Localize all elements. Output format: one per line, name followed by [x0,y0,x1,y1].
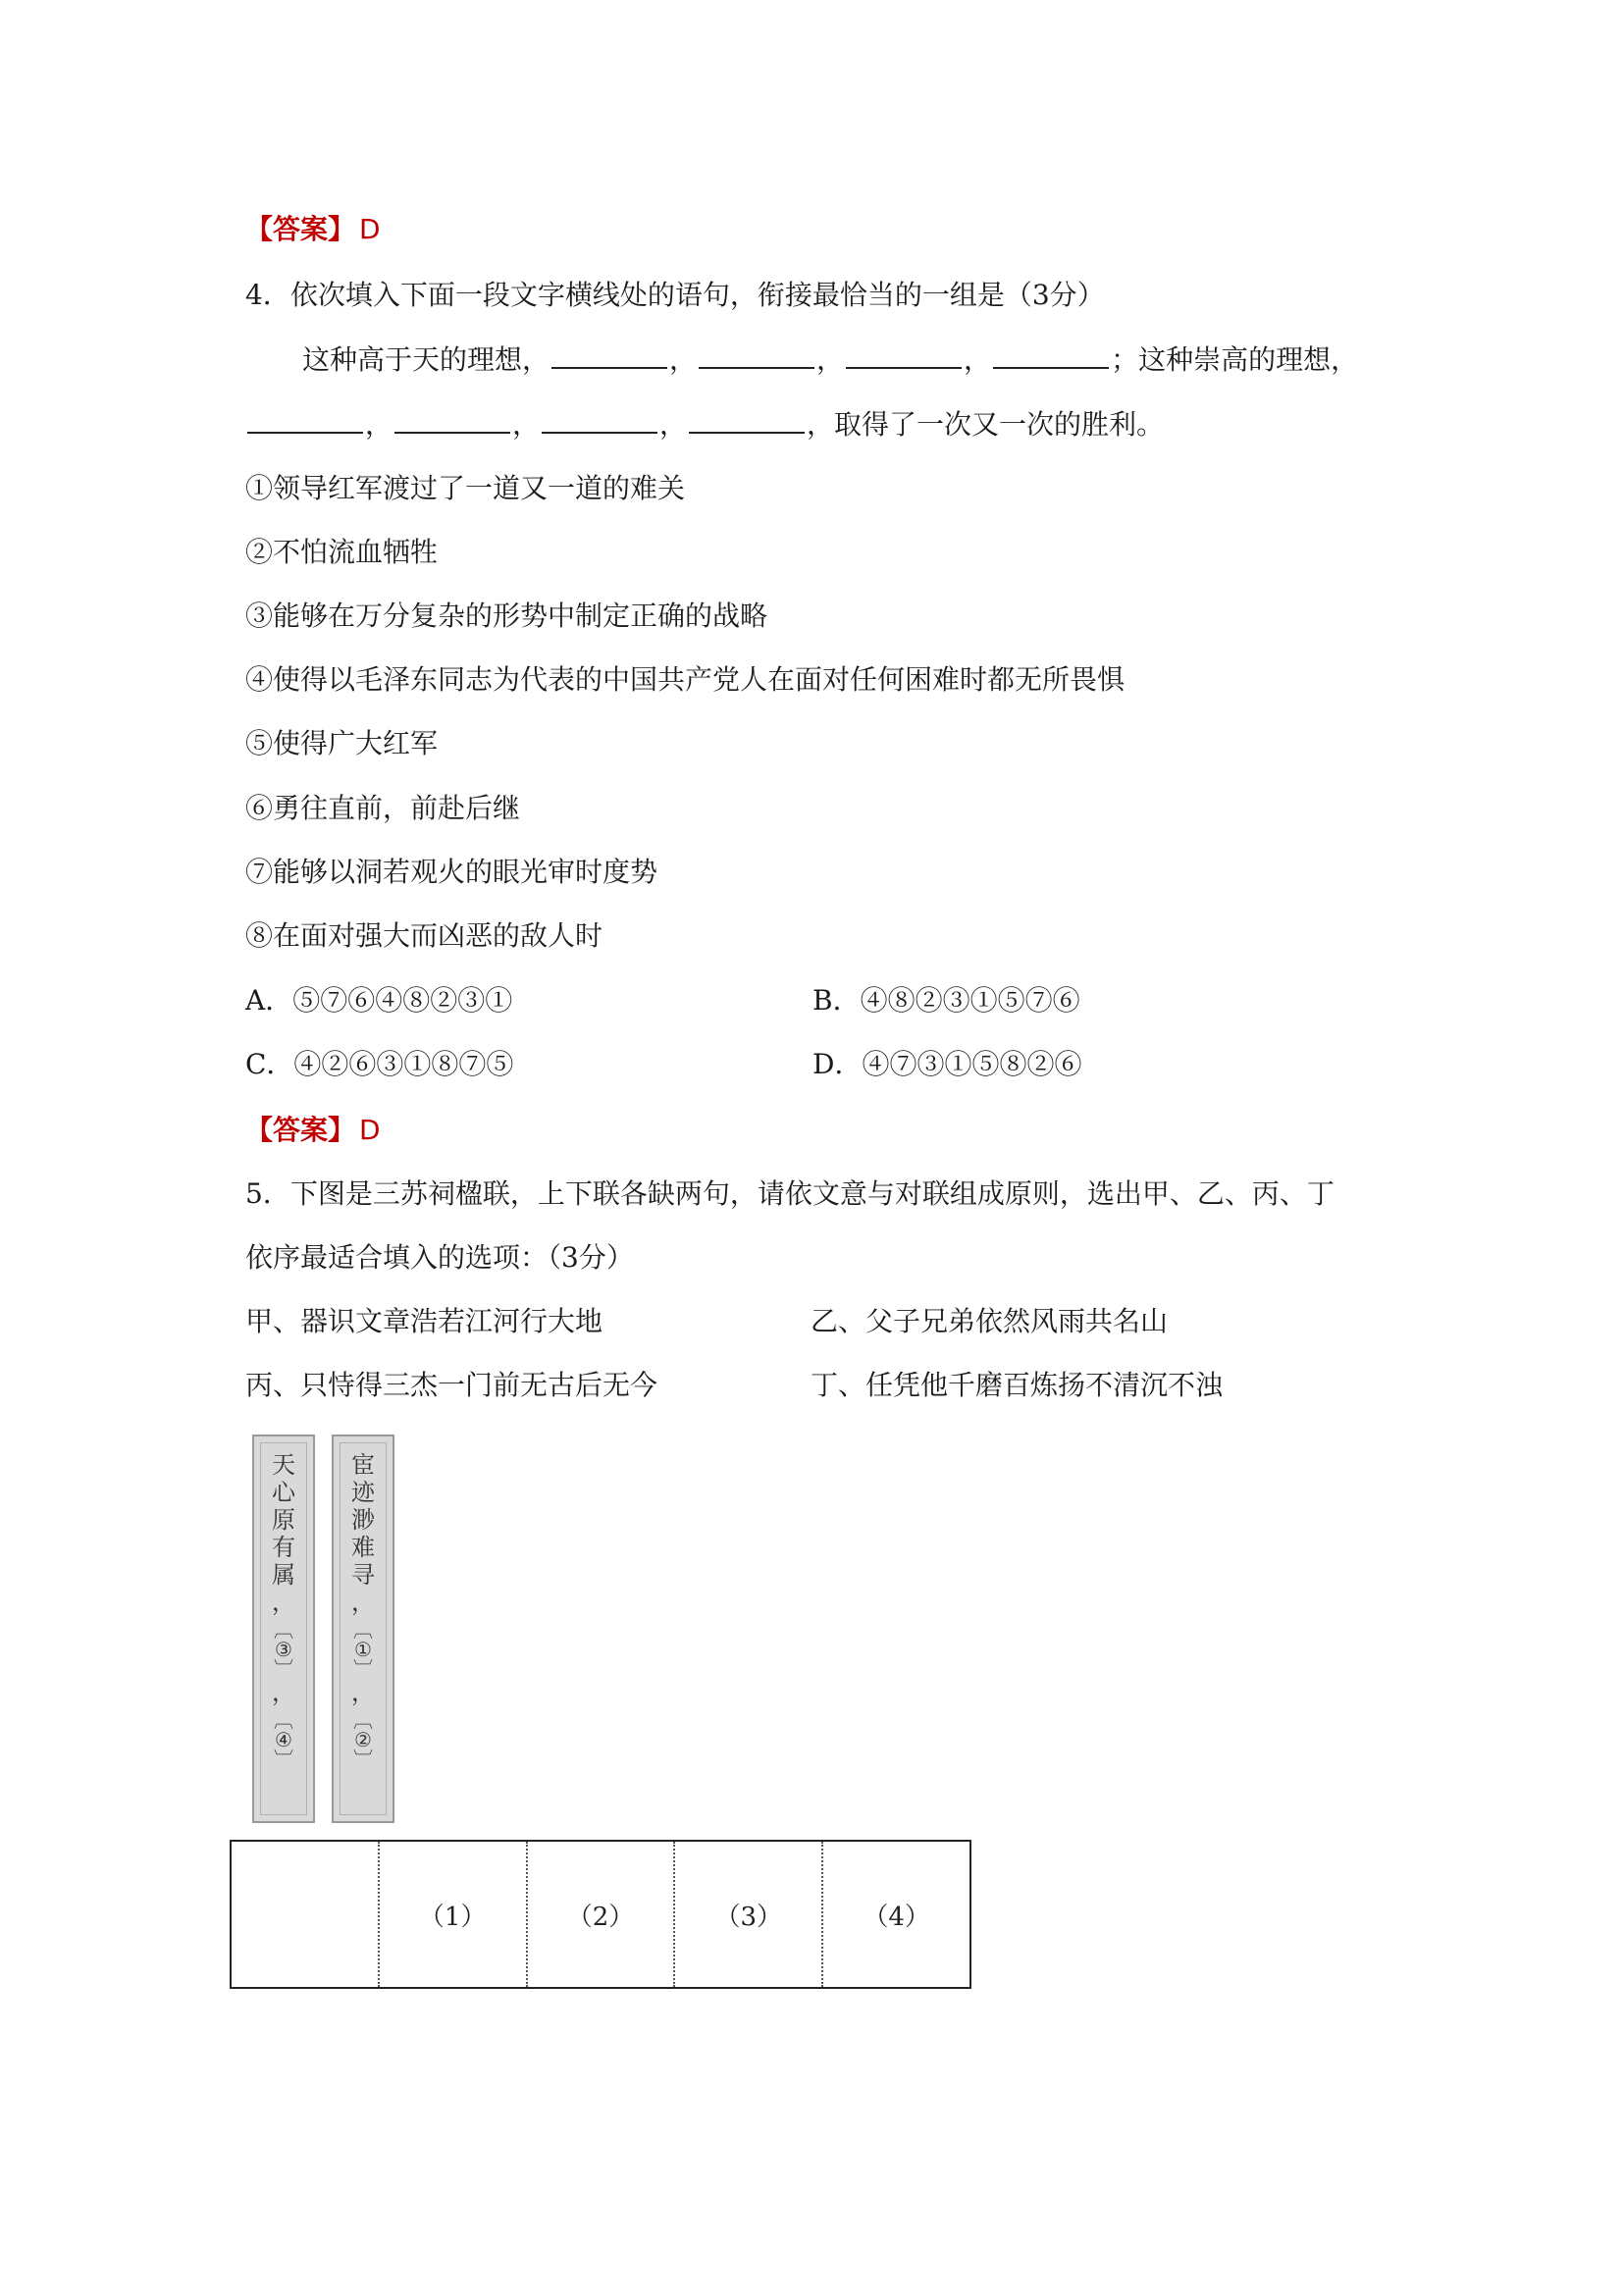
slot-number: ③ [275,1638,292,1661]
slot-number: ② [354,1728,372,1751]
answer-line-q4 [245,1111,381,1150]
scroll-char: 宦 [351,1451,375,1479]
q4-item-7: ⑦能够以洞若观火的眼光审时度势 [245,856,658,888]
grid-cell-empty [232,1842,378,1987]
scroll-char: 属 [272,1561,295,1589]
scroll-slot: ︹ ② ︺ [353,1708,373,1771]
grid-cell-3[interactable]: （3） [673,1842,821,1987]
sep: ， [512,408,541,441]
scroll-punct: ， [272,1679,295,1706]
scroll-char: 难 [351,1534,375,1561]
blank-8 [689,404,805,434]
q4-item-3: ③能够在万分复杂的形势中制定正确的战略 [245,600,768,632]
q4-item-1: ①领导红军渡过了一道又一道的难关 [245,472,686,504]
scroll-slot: ︹ ④ ︺ [274,1708,293,1771]
answer-value: D [359,1114,381,1146]
q5-stem-line2: 依序最适合填入的选项：（3分） [245,1241,634,1274]
scroll-punct: ， [351,1679,375,1706]
q4-stem: 4．依次填入下面一段文字横线处的语句，衔接最恰当的一组是（3分） [245,279,1105,311]
q5-choice-ding: 丁、任凭他千磨百炼扬不清沉不浊 [811,1369,1224,1401]
blank-2 [699,339,814,369]
scroll-char: 天 [272,1451,295,1479]
blank-3 [846,339,962,369]
q4-option-c: C．④②⑥③①⑧⑦⑤ [245,1048,514,1080]
q4-paragraph-line1 [302,339,1358,380]
blank-6 [394,404,510,434]
q4-paragraph-line2 [245,404,1164,444]
sep: ， [816,343,845,376]
answer-value: D [359,213,381,245]
blank-4 [993,339,1109,369]
couplet-scroll-right [332,1435,394,1823]
q5-stem-line1: 5．下图是三苏祠楹联，上下联各缺两句，请依文意与对联组成原则，选出甲、乙、丙、丁 [245,1177,1335,1210]
q5-choice-bing: 丙、只恃得三杰一门前无古后无今 [245,1369,658,1401]
blank-7 [542,404,657,434]
q4-item-4: ④使得以毛泽东同志为代表的中国共产党人在面对任何困难时都无所畏惧 [245,663,1126,696]
sep: ， [365,408,393,441]
scroll-slot: ︹ ① ︺ [353,1618,373,1681]
couplet-scroll-left [252,1435,315,1823]
q4-para-mid: ；这种崇高的理想， [1111,343,1359,376]
q4-para-start: 这种高于天的理想， [302,343,550,376]
scroll-punct: ， [351,1589,375,1616]
q4-option-d: D．④⑦③①⑤⑧②⑥ [812,1048,1082,1080]
q4-item-8: ⑧在面对强大而凶恶的敌人时 [245,919,603,952]
grid-cell-4[interactable]: （4） [821,1842,969,1987]
slot-number: ④ [275,1728,292,1751]
blank-5 [247,404,363,434]
answer-label: 【答案】 [245,213,356,245]
slot-number: ① [354,1638,372,1661]
scroll-char: 原 [272,1506,295,1534]
blank-1 [551,339,667,369]
q4-item-2: ②不怕流血牺牲 [245,536,439,568]
grid-cell-2[interactable]: （2） [526,1842,674,1987]
q4-item-6: ⑥勇往直前，前赴后继 [245,792,521,824]
scroll-char: 有 [272,1534,295,1561]
scroll-char: 渺 [351,1506,375,1534]
answer-grid [230,1840,971,1989]
q4-option-a: A．⑤⑦⑥④⑧②③① [245,984,513,1017]
grid-cell-1[interactable]: （1） [378,1842,526,1987]
sep: ， [669,343,698,376]
scroll-char: 心 [272,1479,295,1506]
scroll-char: 迹 [351,1479,375,1506]
q4-item-5: ⑤使得广大红军 [245,727,439,759]
answer-line-prev [245,210,381,249]
q4-para-end: ，取得了一次又一次的胜利。 [807,408,1165,441]
answer-label: 【答案】 [245,1114,356,1146]
scroll-slot: ︹ ③ ︺ [274,1618,293,1681]
sep: ， [659,408,688,441]
q5-choice-yi: 乙、父子兄弟依然风雨共名山 [811,1305,1169,1337]
scroll-punct: ， [272,1589,295,1616]
q5-choice-jia: 甲、器识文章浩若江河行大地 [245,1305,603,1337]
q4-option-b: B．④⑧②③①⑤⑦⑥ [812,984,1080,1017]
scroll-char: 寻 [351,1561,375,1589]
sep: ， [964,343,992,376]
